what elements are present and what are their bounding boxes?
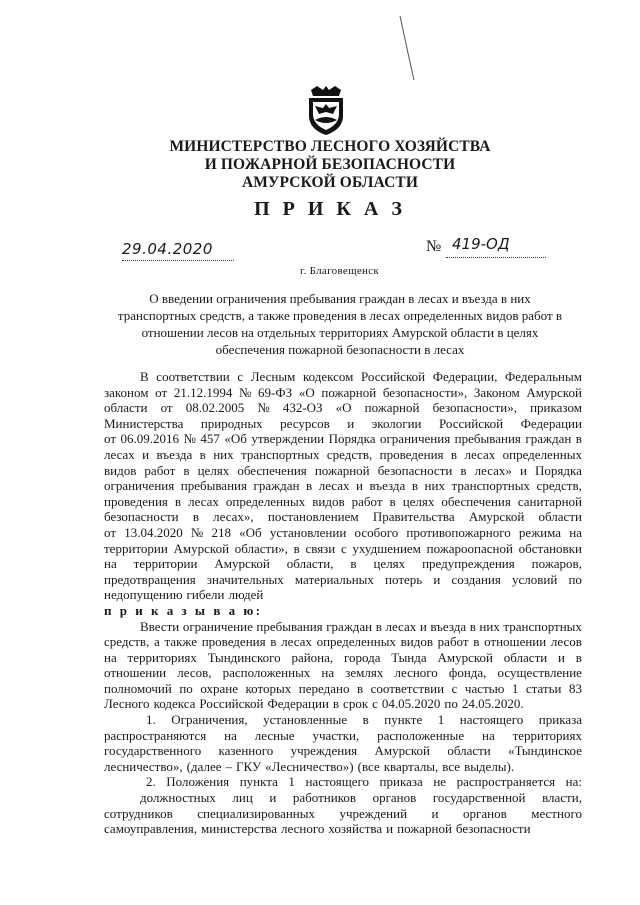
legal-basis-paragraph-line: от 06.09.2016 № 457 «Об утверждении Порядка ограничения пребывания граждан в [104, 431, 582, 447]
ministry-name [120, 138, 540, 192]
clause-2-paragraph-line: должностных лиц и работников органов государственной власти, [140, 790, 582, 806]
subject-line: транспортных средств, а также проведения в лесах определенных видов работ в [117, 308, 563, 323]
clause-1-paragraph-line: государственного казенного учреждения Амурской области «Тындинское [104, 743, 582, 759]
legal-basis-paragraph-line: области от 08.02.2005 № 432-ОЗ «О пожарной безопасности», приказом [104, 400, 582, 416]
legal-basis-paragraph-line: территории Амурской области», в связи с ухудшением пожароопасной обстановки [104, 540, 582, 556]
subject-line: О введении ограничения пребывания граждан в лесах и въезда в них [149, 291, 531, 306]
restriction-paragraph-line: на территориях Тындинского района, города Тында Амурской области и в [104, 649, 582, 665]
ministry-line: АМУРСКОЙ ОБЛАСТИ [242, 174, 418, 191]
clause-1-paragraph-line: лесничество», (далее – ГКУ «Лесничество») (все кварталы, все выделы). [104, 758, 515, 774]
legal-basis-paragraph-line: предотвращения значительных материальных потерь и создания условий по [104, 571, 582, 587]
legal-basis-paragraph-line: видов работ в целях обеспечения пожарной безопасности в лесах» и Порядка [104, 462, 582, 478]
clause-1-paragraph-line: распространяются на лесные участки, расположенные на территориях [104, 727, 582, 743]
legal-basis-paragraph-line: недопущению гибели людей [104, 587, 264, 603]
clause-1-paragraph-line: 1. Ограничения, установленные в пункте 1 настоящего приказа [146, 712, 582, 728]
legal-basis-paragraph-line: безопасности в лесах», постановлением Правительства Амурской области [104, 509, 582, 525]
number-sign: № [426, 238, 442, 255]
date-underline [122, 260, 234, 261]
handwritten-number: 419-ОД [452, 235, 510, 253]
restriction-paragraph-line: средств, а также проведения в лесах определенных видов работ в отношении лесов [104, 634, 582, 650]
restriction-paragraph-line: отношении лесов, расположенных на землях лесного фонда, осуществление [104, 665, 582, 681]
pen-stroke-mark [398, 14, 418, 84]
legal-basis-paragraph-line: от 13.04.2020 № 218 «Об установлении особого противопожарного режима на [104, 524, 582, 540]
legal-basis-paragraph-line: Министерства природных ресурсов и экологии Российской Федерации [104, 415, 582, 431]
order-body [104, 369, 582, 837]
city-label: г. Благовещенск [300, 265, 380, 277]
legal-basis-paragraph-line: на территории Амурской области, в целях предупреждения пожаров, [104, 556, 582, 572]
ministry-line: МИНИСТЕРСТВО ЛЕСНОГО ХОЗЯЙСТВА [169, 138, 491, 155]
decree-word: п р и к а з ы в а ю: [104, 602, 263, 618]
number-underline [446, 257, 546, 258]
clause-2-paragraph-line: сотрудников специализированных учреждений и органов местного [104, 805, 582, 821]
clause-2-paragraph-line: 2. Положения пункта 1 настоящего приказа не распространяется на: [146, 774, 582, 790]
legal-basis-paragraph-line: ограничения пребывания граждан в лесах и въезда в них транспортных средств, [104, 478, 582, 494]
order-subject [108, 290, 572, 358]
ministry-line: И ПОЖАРНОЙ БЕЗОПАСНОСТИ [204, 156, 456, 173]
subject-line: отношении лесов на отдельных территориях Амурской области в целях [141, 325, 539, 340]
restriction-paragraph-line: полномочий по охране которых передано в соответствии с частью 1 статьи 83 [104, 680, 582, 696]
document-type-title: П Р И К А З [254, 198, 406, 220]
coat-of-arms-emblem [303, 84, 349, 136]
handwritten-date: 29.04.2020 [122, 240, 213, 258]
legal-basis-paragraph-line: проведения в лесах определенных видов работ в целях обеспечения санитарной [104, 493, 582, 509]
subject-line: обеспечения пожарной безопасности в лесах [215, 342, 465, 357]
legal-basis-paragraph-line: лесах и въезда в них транспортных средств, проведения в лесах определенных [104, 446, 582, 462]
legal-basis-paragraph-line: законом от 21.12.1994 № 69-ФЗ «О пожарной безопасности», Законом Амурской [104, 384, 582, 400]
restriction-paragraph-line: Лесного кодекса Российской Федерации в срок с 04.05.2020 по 24.05.2020. [104, 696, 524, 712]
clause-2-paragraph-line: самоуправления, министерства лесного хозяйства и пожарной безопасности [104, 821, 531, 837]
restriction-paragraph-line: Ввести ограничение пребывания граждан в лесах и въезда в них транспортных [140, 618, 582, 634]
legal-basis-paragraph-line: В соответствии с Лесным кодексом Российской Федерации, Федеральным [140, 369, 582, 384]
